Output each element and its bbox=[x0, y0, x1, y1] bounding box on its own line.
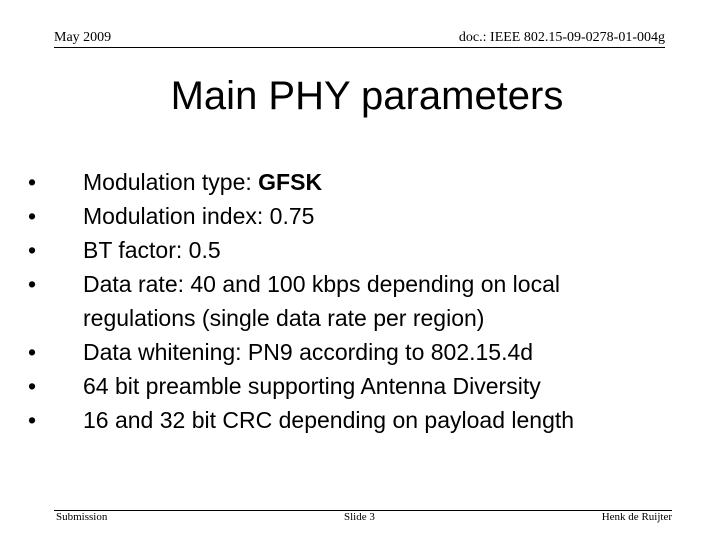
bullet-item-data-rate bbox=[28, 267, 668, 335]
header-divider bbox=[54, 47, 665, 48]
footer-slide-number: Slide 3 bbox=[344, 511, 375, 523]
bullet-item-data-whitening bbox=[28, 335, 668, 369]
bullet-list bbox=[28, 165, 668, 437]
footer-submission: Submission bbox=[56, 511, 108, 523]
bullet-text: Modulation index: 0.75 bbox=[83, 203, 315, 229]
bullet-icon: • bbox=[28, 339, 37, 365]
bullet-icon: • bbox=[28, 373, 37, 399]
header-document-id: doc.: IEEE 802.15-09-0278-01-004g bbox=[458, 30, 665, 45]
bullet-text: Data rate: 40 and 100 kbps depending on local regulations (single data rate per region) bbox=[83, 271, 560, 331]
bullet-item-preamble bbox=[28, 369, 668, 403]
bullet-text: Data whitening: PN9 according to 802.15.4d bbox=[83, 339, 534, 365]
bullet-icon: • bbox=[28, 271, 37, 297]
bullet-text: BT factor: 0.5 bbox=[83, 237, 221, 263]
header-date: May 2009 bbox=[54, 30, 112, 45]
bullet-item-crc bbox=[28, 403, 668, 437]
slide-title: Main PHY parameters bbox=[170, 74, 564, 118]
bullet-item-modulation-type bbox=[28, 165, 668, 199]
bullet-icon: • bbox=[28, 203, 37, 229]
bullet-icon: • bbox=[28, 407, 37, 433]
bullet-item-bt-factor bbox=[28, 233, 668, 267]
bullet-text: 64 bit preamble supporting Antenna Diversity bbox=[83, 373, 541, 399]
bullet-text: 16 and 32 bit CRC depending on payload length bbox=[83, 407, 575, 433]
bullet-text: Modulation type: bbox=[83, 169, 259, 195]
bullet-item-modulation-index bbox=[28, 199, 668, 233]
bullet-icon: • bbox=[28, 169, 37, 195]
footer-author: Henk de Ruijter bbox=[601, 511, 672, 523]
bullet-icon: • bbox=[28, 237, 37, 263]
bullet-bold-term: GFSK bbox=[258, 169, 323, 195]
